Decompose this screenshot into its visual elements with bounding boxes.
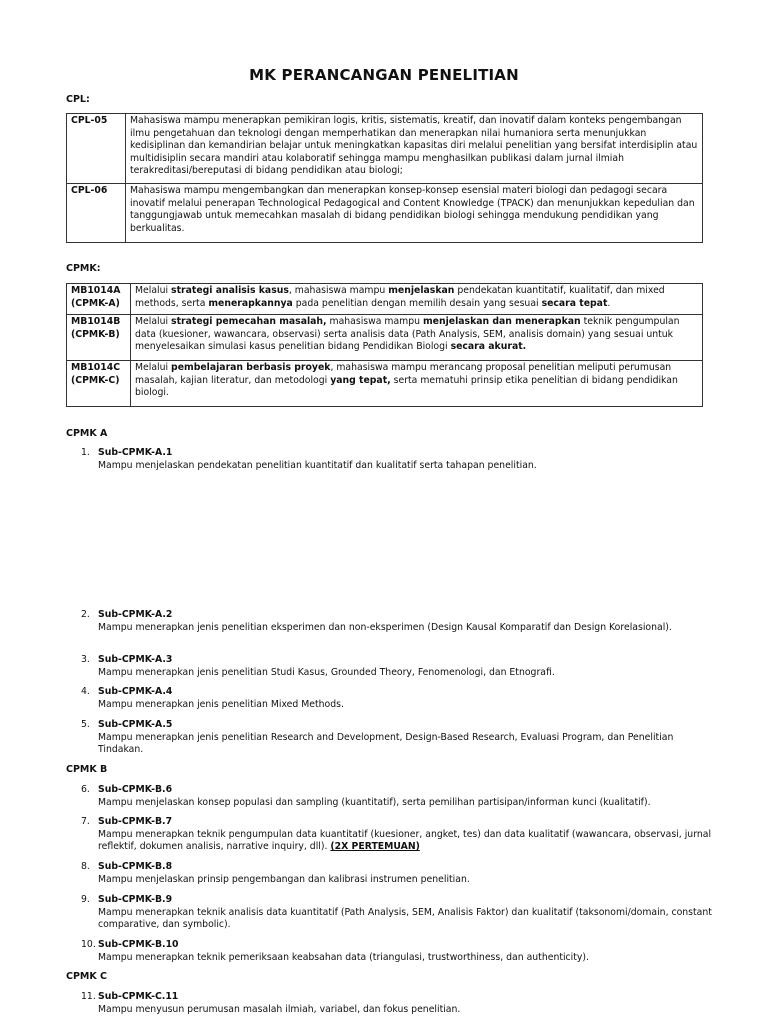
text-run: Melalui [135, 316, 172, 327]
text-run: pendekatan kuantitatif, kualitatif, dan mixed methods, serta [135, 285, 665, 309]
text-run: pada penelitian dengan memilih desain yang sesuai [292, 297, 542, 309]
item-title: Sub-CPMK-B.6 [98, 784, 173, 795]
item-title: Sub-CPMK-B.7 [98, 816, 173, 827]
bold-run: secara tepat [541, 297, 608, 309]
item-number: 8. [81, 861, 90, 872]
item-number: 7. [81, 816, 90, 827]
cpmk-code-alias: (CPMK-A) [71, 297, 120, 309]
section-heading-cpmk-c: CPMK C [66, 971, 108, 982]
meeting-note: (2X PERTEMUAN) [330, 841, 420, 853]
item-number: 5. [81, 719, 90, 730]
item-description: Mampu menerapkan teknik pengumpulan data kuantitatif (kuesioner, angket, tes) dan data kualitatif (wawancara, observasi, jurnal reflektif, dokumen analisis, narrative inquiry, dll). [98, 828, 712, 853]
item-number: 10. [81, 939, 96, 950]
item-title: Sub-CPMK-A.1 [98, 447, 173, 458]
item-number: 3. [81, 654, 90, 665]
table-row [67, 184, 703, 243]
section-heading-cpmk-a: CPMK A [66, 428, 108, 439]
text-run: . [607, 297, 611, 309]
item-number: 6. [81, 784, 90, 795]
item-title: Sub-CPMK-A.2 [98, 609, 173, 620]
cpmk-text [131, 284, 703, 315]
document-title: MK PERANCANGAN PENELITIAN [249, 66, 519, 84]
cpl-table [66, 113, 703, 243]
cpmk-code-id: MB1014B [71, 316, 121, 327]
cpl-text: Mahasiswa mampu menerapkan pemikiran logis, kritis, sistematis, kreatif, dan inovatif dalam konteks pengembangan ilmu pengetahuan dan teknologi dengan memperhatikan dan menerapkan nilai humaniora serta menunjukkan kedisiplinan dan kemandirian belajar untuk meningkatkan kapasitas diri melalui penelitian yang bersifat interdisiplin atau multidisiplin secara mandiri atau kolaboratif sehingga mampu menghasilkan publikasi dalam jurnal ilmiah terakreditasi/bereputasi di bidang pendidikan atau biologi; [126, 114, 703, 184]
cpmk-code-id: MB1014A [71, 285, 121, 296]
cpmk-code [67, 361, 131, 407]
item-number: 1. [81, 447, 90, 458]
item-description: Mampu menerapkan jenis penelitian Mixed Methods. [98, 698, 344, 710]
item-title: Sub-CPMK-A.3 [98, 654, 173, 665]
bold-run: strategi pemecahan masalah, [171, 316, 327, 327]
text-run: teknik pengumpulan data (kuesioner, wawancara, observasi) serta analisis data (Path Analysis, SEM, analisis domain) yang sesuai untuk menyelesaikan simulasi kasus penelitian bidang Pendidikan Biologi [135, 316, 680, 353]
item-title: Sub-CPMK-C.11 [98, 991, 179, 1002]
text-run: Melalui [135, 362, 172, 373]
item-description: Mampu menerapkan jenis penelitian Research and Development, Design-Based Research, Evaluasi Program, dan Penelitian Tindakan. [98, 731, 674, 756]
item-number: 2. [81, 609, 90, 620]
item-number: 4. [81, 686, 90, 697]
bold-run: strategi analisis kasus [171, 285, 289, 296]
cpmk-code-id: MB1014C [71, 362, 121, 373]
item-title: Sub-CPMK-B.10 [98, 939, 179, 950]
text-run: serta mematuhi prinsip etika penelitian di bidang pendidikan biologi. [135, 374, 678, 399]
item-description: Mampu menerapkan teknik analisis data kuantitatif (Path Analysis, SEM, Analisis Faktor) dan kualitatif (taksonomi/domain, constant comparative, dan symbolic). [98, 906, 712, 931]
cpmk-code [67, 315, 131, 361]
table-row [67, 114, 703, 184]
item-number: 11. [81, 991, 96, 1002]
bold-run: menjelaskan dan menerapkan [422, 316, 581, 327]
text-run: , mahasiswa mampu [288, 285, 389, 296]
text-run: , mahasiswa mampu merancang proposal penelitian meliputi perumusan masalah, kajian literatur, dan metodologi [135, 362, 672, 386]
bold-run: pembelajaran berbasis proyek [171, 362, 331, 373]
table-row [67, 361, 703, 407]
text-run: Melalui [135, 285, 172, 296]
bold-run: menerapkannya [208, 297, 293, 309]
item-title: Sub-CPMK-A.5 [98, 719, 173, 730]
table-row [67, 284, 703, 315]
item-description: Mampu menyusun perumusan masalah ilmiah, variabel, dan fokus penelitian. [98, 1003, 461, 1015]
cpmk-code-alias: (CPMK-B) [71, 328, 120, 340]
bold-run: yang tepat, [330, 374, 391, 386]
item-description: Mampu menerapkan jenis penelitian eksperimen dan non-eksperimen (Design Kausal Komparatif dan Design Korelasional). [98, 621, 672, 633]
item-title: Sub-CPMK-A.4 [98, 686, 173, 697]
cpmk-label: CPMK: [66, 263, 101, 274]
section-heading-cpmk-b: CPMK B [66, 764, 108, 775]
item-description: Mampu menjelaskan prinsip pengembangan dan kalibrasi instrumen penelitian. [98, 873, 470, 885]
cpl-code: CPL-06 [67, 184, 126, 243]
cpl-label: CPL: [66, 94, 90, 105]
bold-run: menjelaskan [388, 285, 455, 296]
cpl-code: CPL-05 [67, 114, 126, 184]
table-row [67, 315, 703, 361]
cpmk-code [67, 284, 131, 315]
cpmk-code-alias: (CPMK-C) [71, 374, 120, 386]
cpmk-text [131, 315, 703, 361]
cpmk-table [66, 283, 703, 407]
item-description: Mampu menerapkan teknik pemeriksaan keabsahan data (triangulasi, trustworthiness, dan authenticity). [98, 951, 589, 963]
item-description: Mampu menjelaskan konsep populasi dan sampling (kuantitatif), serta pemilihan partisipan/informan kunci (kualitatif). [98, 796, 651, 808]
item-description: Mampu menjelaskan pendekatan penelitian kuantitatif dan kualitatif serta tahapan penelitian. [98, 459, 537, 471]
text-run: mahasiswa mampu [326, 316, 423, 327]
item-description: Mampu menerapkan jenis penelitian Studi Kasus, Grounded Theory, Fenomenologi, dan Etnografi. [98, 666, 555, 678]
cpl-text: Mahasiswa mampu mengembangkan dan menerapkan konsep-konsep esensial materi biologi dan pedagogi secara inovatif melalui penerapan Technological Pedagogical and Content Knowledge (TPACK) dan menunjukkan kepedulian dan tanggungjawab untuk memecahkan masalah di bidang pendidikan biologi sehingga mendukung pendidikan yang berkualitas. [126, 184, 703, 243]
item-title: Sub-CPMK-B.8 [98, 861, 173, 872]
item-number: 9. [81, 894, 90, 905]
bold-run: secara akurat. [450, 341, 527, 353]
item-title: Sub-CPMK-B.9 [98, 894, 173, 905]
cpmk-text [131, 361, 703, 407]
